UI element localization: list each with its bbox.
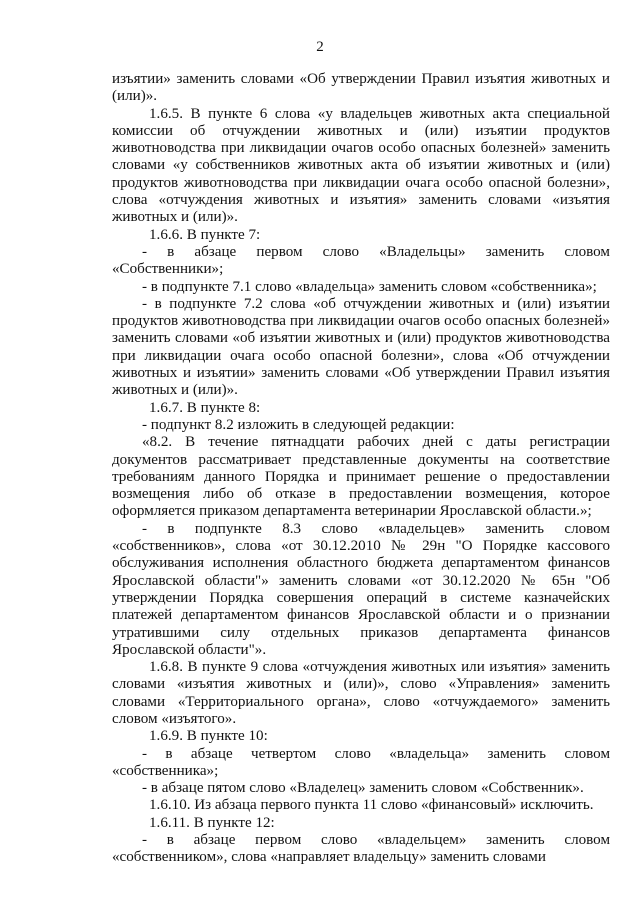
list-item: - в подпункте 7.1 слово «владельца» заменить словом «собственника»; <box>142 278 597 295</box>
list-item: - в подпункте 8.3 слово «владельцев» заменить словом «собственников», слова «от 30.12.2010 № 29н "О Порядке кассового обслуживания исполнения областного бюджета департаментом финансов Ярославской области"» заменить словами «от 30.12.2020 № 65н "Об утверждении Порядка совершения операций в системе казначейских платежей департаментом финансов Ярославской области и о признании утратившими силу отдельных приказов департамента финансов Ярославской области"». <box>112 520 610 658</box>
list-item: - подпункт 8.2 изложить в следующей редакции: <box>142 416 455 433</box>
paragraph-1-6-9: 1.6.9. В пункте 10: <box>149 728 268 745</box>
paragraph-1-6-11: 1.6.11. В пункте 12: <box>149 814 275 831</box>
paragraph-1-6-5: 1.6.5. В пункте 6 слова «у владельцев животных акта специальной комиссии об отчуждении животных и (или) изъятии продуктов животноводства при ликвидации очагов особо опасных болезней» заменить словами «у собственников животных акта об изъятии животных и (или) продуктов животноводства при ликвидации очага особо опасной болезни», слова «отчуждения животных и изъятия» заменить словами «изъятия животных и (или)». <box>112 105 610 226</box>
list-item: - в абзаце четвертом слово «владельца» заменить словом «собственника»; <box>112 745 610 779</box>
quoted-subparagraph-8-2: «8.2. В течение пятнадцати рабочих дней с даты регистрации документов рассматривает представленные документы на соответствие требованиям данного Порядка и принимает решение о предоставлении возмещения либо об отказе в предоставлении возмещения, которое оформляется приказом департамента ветеринарии Ярославской области.»; <box>112 434 610 520</box>
page-number: 2 <box>316 39 324 55</box>
paragraph-1-6-8: 1.6.8. В пункте 9 слова «отчуждения животных или изъятия» заменить словами «изъятия животных и (или)», слово «Управления» заменить словами «Территориального органа», слово «отчуждаемого» заменить словом «изъятого». <box>112 659 610 727</box>
list-item: - в абзаце первом слово «Владельцы» заменить словом «Собственники»; <box>112 243 610 278</box>
paragraph-1-6-7: 1.6.7. В пункте 8: <box>149 399 261 416</box>
list-item: - в подпункте 7.2 слова «об отчуждении животных и (или) изъятии продуктов животноводства при ликвидации очагов особо опасных болезней» заменить словами «об изъятии животных и (или) продуктов животноводства при ликвидации очага особо опасной болезни», слова «Об отчуждении животных и изъятии» заменить словами «Об утверждении Правил изъятия животных и (или)». <box>112 295 610 399</box>
list-item: - в абзаце пятом слово «Владелец» заменить словом «Собственник». <box>142 780 584 797</box>
list-item: - в абзаце первом слово «владельцем» заменить словом «собственником», слова «направляет владельцу» заменить словами <box>112 832 610 866</box>
paragraph-continuation: изъятии» заменить словами «Об утверждении Правил изъятия животных и (или)». <box>112 71 610 105</box>
paragraph-1-6-6: 1.6.6. В пункте 7: <box>149 226 261 243</box>
paragraph-1-6-10: 1.6.10. Из абзаца первого пункта 11 слово «финансовый» исключить. <box>149 797 594 814</box>
document-body <box>112 71 610 867</box>
